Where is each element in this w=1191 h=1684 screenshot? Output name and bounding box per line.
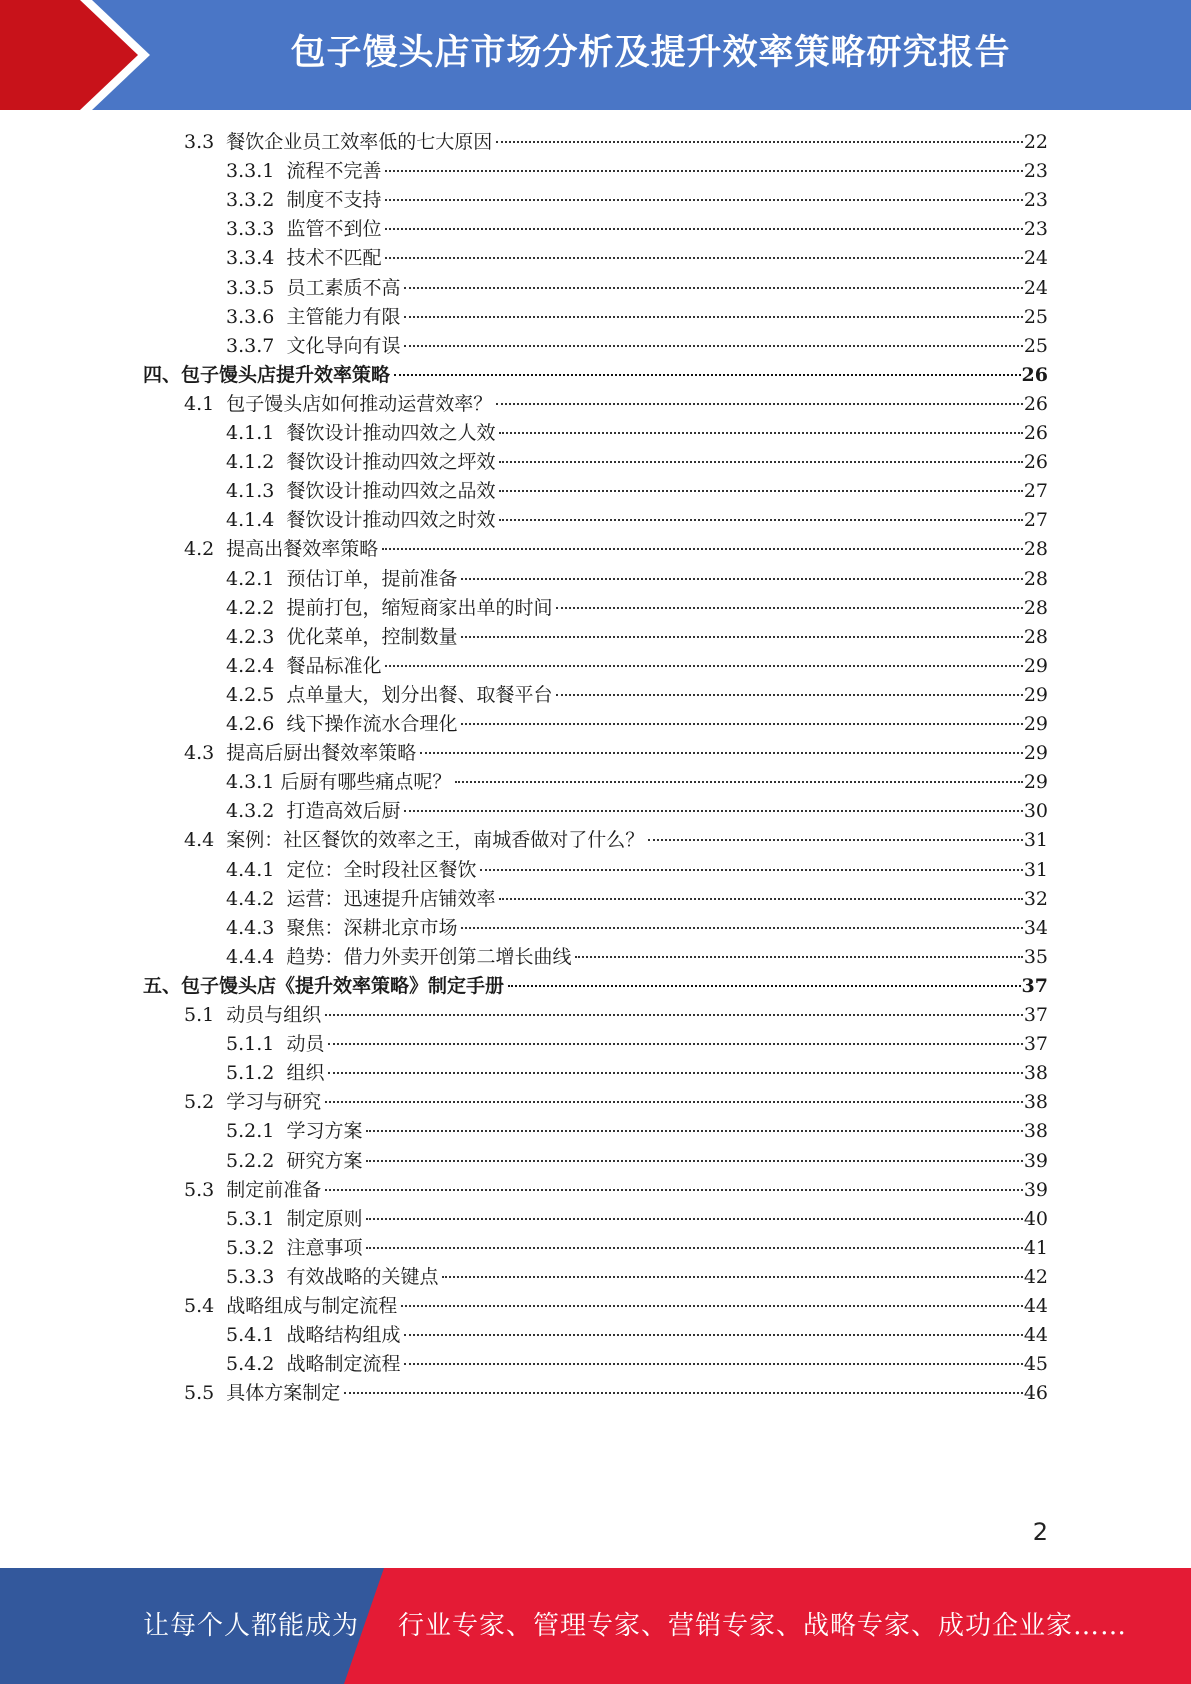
toc-entry-page: 44	[1023, 1295, 1048, 1317]
toc-entry-page: 23	[1023, 189, 1048, 212]
toc-dot-leader	[496, 403, 1023, 405]
toc-entry-number: 5.5	[184, 1382, 227, 1405]
toc-entry[interactable]	[184, 534, 1048, 565]
toc-entry[interactable]	[226, 243, 1048, 274]
toc-entry-title: 四、包子馒头店提升效率策略	[143, 363, 391, 386]
toc-entry-number: 5.4.1	[226, 1324, 287, 1347]
toc-entry[interactable]	[184, 1378, 1048, 1409]
toc-entry-title: 战略组成与制定流程	[226, 1295, 398, 1317]
toc-entry-title: 餐饮设计推动四效之坪效	[286, 451, 496, 474]
toc-entry-page: 28	[1023, 538, 1048, 561]
toc-entry-title: 注意事项	[286, 1236, 363, 1259]
toc-entry-page: 35	[1023, 945, 1048, 968]
toc-entry-page: 44	[1023, 1324, 1048, 1347]
toc-entry-number: 5.2	[184, 1091, 227, 1114]
toc-entry[interactable]	[184, 1000, 1048, 1031]
toc-entry[interactable]	[184, 127, 1048, 158]
toc-entry-page: 26	[1023, 392, 1048, 415]
toc-entry[interactable]	[226, 942, 1048, 973]
toc-entry-number: 4.4.3	[226, 916, 287, 939]
toc-entry-page: 37	[1023, 1004, 1048, 1026]
toc-entry[interactable]	[226, 1058, 1048, 1089]
toc-entry-page: 22	[1023, 131, 1048, 153]
toc-entry[interactable]	[226, 913, 1048, 944]
toc-entry[interactable]	[184, 389, 1048, 420]
header-chevron-arrow	[0, 0, 150, 110]
toc-entry-title: 动员	[286, 1033, 325, 1056]
toc-dot-leader	[404, 316, 1022, 318]
toc-entry-page: 26	[1021, 363, 1048, 386]
toc-dot-leader	[442, 1276, 1022, 1278]
toc-entry[interactable]	[226, 1349, 1048, 1380]
toc-dot-leader	[366, 1247, 1022, 1249]
toc-entry-number: 4.1.2	[226, 451, 287, 474]
toc-entry[interactable]	[226, 1233, 1048, 1264]
toc-entry-title: 技术不匹配	[286, 247, 382, 270]
toc-entry-number: 4.1.3	[226, 480, 287, 503]
toc-entry-page: 23	[1023, 160, 1048, 183]
toc-entry-number: 4.2.3	[226, 625, 287, 648]
toc-entry[interactable]	[184, 1175, 1048, 1206]
toc-entry[interactable]	[226, 1029, 1048, 1060]
toc-entry-title: 战略制定流程	[286, 1353, 401, 1376]
toc-dot-leader	[404, 1334, 1022, 1336]
toc-entry[interactable]	[226, 1262, 1048, 1293]
toc-entry-number: 4.4.4	[226, 945, 287, 968]
toc-dot-leader	[385, 199, 1022, 201]
toc-entry[interactable]	[226, 1146, 1048, 1177]
toc-entry-number: 5.3.2	[226, 1236, 287, 1259]
toc-entry[interactable]	[226, 767, 1048, 798]
toc-dot-leader	[420, 752, 1023, 754]
toc-entry-page: 26	[1023, 451, 1048, 474]
toc-entry[interactable]	[226, 796, 1048, 827]
toc-entry-title: 案例：社区餐饮的效率之王，南城香做对了什么？	[226, 829, 645, 852]
toc-entry[interactable]	[226, 447, 1048, 478]
toc-entry-page: 42	[1023, 1265, 1048, 1288]
toc-entry-page: 37	[1021, 974, 1048, 997]
toc-entry-number: 5.3.3	[226, 1265, 287, 1288]
toc-entry-page: 23	[1023, 218, 1048, 241]
toc-entry-number: 4.3.1	[226, 771, 281, 794]
toc-entry-number: 4.1.1	[226, 422, 287, 444]
toc-entry-page: 29	[1023, 771, 1048, 794]
toc-dot-leader	[461, 636, 1022, 638]
toc-entry[interactable]	[226, 273, 1048, 304]
toc-entry[interactable]	[226, 1320, 1048, 1351]
toc-entry-page: 29	[1023, 683, 1048, 706]
toc-entry-title: 后厨有哪些痛点呢？	[280, 771, 452, 794]
toc-entry-title: 战略结构组成	[286, 1324, 401, 1347]
toc-dot-leader	[344, 1392, 1023, 1394]
toc-dot-leader	[648, 839, 1023, 841]
toc-entry[interactable]	[226, 156, 1048, 187]
toc-entry-page: 32	[1023, 887, 1048, 910]
toc-entry-title: 组织	[286, 1062, 325, 1085]
toc-entry-number: 4.1	[184, 392, 227, 415]
toc-entry-title: 餐饮设计推动四效之人效	[286, 422, 496, 444]
toc-dot-leader	[382, 548, 1023, 550]
toc-entry-number: 4.2.4	[226, 654, 287, 677]
toc-entry-title: 包子馒头店如何推动运营效率？	[226, 392, 493, 415]
toc-entry-page: 34	[1023, 916, 1048, 939]
footer-slogan-right: 行业专家、管理专家、营销专家、战略专家、成功企业家……	[398, 1611, 1128, 1641]
toc-entry-page: 25	[1023, 305, 1048, 328]
toc-entry-page: 38	[1023, 1120, 1048, 1143]
toc-entry-number: 5.1.1	[226, 1033, 287, 1056]
toc-entry-page: 25	[1023, 334, 1048, 357]
toc-entry-number: 3.3.1	[226, 160, 287, 183]
toc-entry[interactable]	[184, 825, 1048, 856]
toc-entry-title: 线下操作流水合理化	[286, 713, 458, 735]
toc-entry-title: 主管能力有限	[286, 305, 401, 328]
toc-dot-leader	[455, 781, 1022, 783]
toc-entry-title: 五、包子馒头店《提升效率策略》制定手册	[143, 974, 505, 997]
toc-entry[interactable]	[226, 476, 1048, 507]
footer-slogan-left: 让每个人都能成为	[143, 1611, 360, 1641]
toc-dot-leader	[404, 287, 1022, 289]
toc-entry-page: 41	[1023, 1236, 1048, 1259]
toc-entry-title: 定位：全时段社区餐饮	[286, 858, 477, 881]
toc-entry-number: 5.4	[184, 1295, 227, 1317]
toc-dot-leader	[325, 1101, 1023, 1103]
toc-entry[interactable]	[226, 651, 1048, 682]
toc-entry-number: 5.1	[184, 1004, 227, 1026]
toc-entry-page: 29	[1023, 713, 1048, 735]
toc-entry[interactable]	[226, 505, 1048, 536]
toc-dot-leader	[496, 141, 1023, 143]
toc-entry-number: 3.3.3	[226, 218, 287, 241]
toc-dot-leader	[499, 898, 1022, 900]
toc-entry[interactable]	[226, 1204, 1048, 1235]
toc-entry-page: 40	[1023, 1207, 1048, 1230]
toc-dot-leader	[328, 1072, 1022, 1074]
toc-entry-title: 优化菜单，控制数量	[286, 625, 458, 648]
toc-entry-title: 预估订单，提前准备	[286, 567, 458, 590]
toc-entry-number: 5.4.2	[226, 1353, 287, 1376]
toc-entry-title: 动员与组织	[226, 1004, 322, 1026]
toc-entry[interactable]	[226, 680, 1048, 711]
toc-entry-number: 5.2.1	[226, 1120, 287, 1143]
toc-dot-leader	[556, 694, 1022, 696]
toc-entry-title: 餐饮设计推动四效之品效	[286, 480, 496, 503]
toc-entry-title: 运营：迅速提升店铺效率	[286, 887, 496, 910]
toc-entry-title: 打造高效后厨	[286, 800, 401, 823]
toc-dot-leader	[385, 257, 1022, 259]
toc-entry-title: 聚焦：深耕北京市场	[286, 916, 458, 939]
toc-entry-page: 31	[1023, 858, 1048, 881]
toc-entry-page: 28	[1023, 596, 1048, 619]
toc-entry-page: 28	[1023, 567, 1048, 590]
toc-entry-title: 有效战略的关键点	[286, 1265, 439, 1288]
toc-entry-number: 4.3	[184, 742, 227, 765]
toc-entry-number: 5.2.2	[226, 1149, 287, 1172]
toc-entry-title: 流程不完善	[286, 160, 382, 183]
toc-entry-page: 27	[1023, 509, 1048, 532]
toc-entry-page: 45	[1023, 1353, 1048, 1376]
toc-entry-title: 提高后厨出餐效率策略	[226, 742, 417, 765]
toc-entry-number: 4.2	[184, 538, 227, 561]
toc-entry[interactable]	[226, 214, 1048, 245]
toc-entry[interactable]	[226, 302, 1048, 333]
toc-entry-page: 30	[1023, 800, 1048, 823]
toc-entry[interactable]	[226, 185, 1048, 216]
toc-entry-title: 监管不到位	[286, 218, 382, 241]
toc-entry[interactable]	[226, 593, 1048, 624]
toc-entry-title: 餐品标准化	[286, 654, 382, 677]
toc-entry-number: 5.1.2	[226, 1062, 287, 1085]
toc-entry-page: 24	[1023, 247, 1048, 270]
toc-dot-leader	[385, 665, 1022, 667]
toc-entry[interactable]	[143, 360, 1048, 391]
toc-entry-page: 38	[1023, 1062, 1048, 1085]
toc-entry-number: 3.3	[184, 131, 227, 153]
toc-entry-page: 29	[1023, 742, 1048, 765]
toc-dot-leader	[499, 461, 1022, 463]
toc-entry-page: 39	[1023, 1149, 1048, 1172]
report-title: 包子馒头店市场分析及提升效率策略研究报告	[290, 33, 1011, 73]
toc-entry-number: 4.4	[184, 829, 227, 852]
toc-entry-number: 4.2.2	[226, 596, 287, 619]
toc-entry-page: 31	[1023, 829, 1048, 852]
toc-dot-leader	[385, 170, 1022, 172]
toc-entry[interactable]	[226, 884, 1048, 915]
toc-dot-leader	[461, 578, 1022, 580]
toc-entry-title: 点单量大，划分出餐、取餐平台	[286, 683, 553, 706]
toc-entry-title: 提前打包，缩短商家出单的时间	[286, 596, 553, 619]
toc-entry-title: 学习与研究	[226, 1091, 322, 1114]
toc-dot-leader	[404, 810, 1022, 812]
toc-entry[interactable]	[226, 1116, 1048, 1147]
toc-entry-title: 文化导向有误	[286, 334, 401, 357]
page-header	[0, 0, 1191, 110]
toc-entry-number: 3.3.5	[226, 276, 287, 299]
toc-entry-number: 3.3.6	[226, 305, 287, 328]
toc-entry[interactable]	[184, 738, 1048, 769]
toc-entry[interactable]	[226, 709, 1048, 740]
toc-entry-page: 27	[1023, 480, 1048, 503]
toc-dot-leader	[385, 228, 1022, 230]
toc-entry-title: 制定原则	[286, 1207, 363, 1230]
toc-dot-leader	[328, 1043, 1022, 1045]
toc-entry-page: 29	[1023, 654, 1048, 677]
toc-dot-leader	[366, 1160, 1022, 1162]
toc-dot-leader	[404, 1363, 1022, 1365]
toc-entry-page: 24	[1023, 276, 1048, 299]
toc-entry-number: 3.3.4	[226, 247, 287, 270]
toc-entry-page: 26	[1023, 422, 1048, 444]
toc-entry[interactable]	[226, 418, 1048, 449]
toc-dot-leader	[508, 985, 1021, 987]
toc-entry[interactable]	[226, 622, 1048, 653]
toc-entry-page: 38	[1023, 1091, 1048, 1114]
toc-dot-leader	[461, 723, 1022, 725]
toc-dot-leader	[394, 374, 1021, 376]
toc-entry[interactable]	[184, 1291, 1048, 1322]
toc-dot-leader	[401, 1305, 1023, 1307]
toc-entry[interactable]	[143, 971, 1048, 1002]
toc-entry-number: 4.1.4	[226, 509, 287, 532]
toc-entry-title: 趋势：借力外卖开创第二增长曲线	[286, 945, 572, 968]
toc-entry[interactable]	[226, 331, 1048, 362]
toc-dot-leader	[556, 607, 1022, 609]
toc-entry-title: 制定前准备	[226, 1178, 322, 1201]
toc-dot-leader	[325, 1014, 1023, 1016]
toc-dot-leader	[499, 490, 1022, 492]
page-footer	[0, 1568, 1191, 1684]
toc-entry-title: 制度不支持	[286, 189, 382, 212]
toc-entry-title: 具体方案制定	[226, 1382, 341, 1405]
toc-entry-number: 5.3	[184, 1178, 227, 1201]
toc-dot-leader	[499, 432, 1022, 434]
toc-entry-number: 4.2.5	[226, 683, 287, 706]
toc-entry-number: 4.4.2	[226, 887, 287, 910]
toc-entry-number: 3.3.7	[226, 334, 287, 357]
toc-dot-leader	[461, 927, 1022, 929]
page-number: 2	[1032, 1518, 1048, 1546]
toc-dot-leader	[575, 956, 1022, 958]
toc-dot-leader	[366, 1218, 1022, 1220]
toc-dot-leader	[366, 1130, 1022, 1132]
toc-entry-title: 学习方案	[286, 1120, 363, 1143]
toc-entry[interactable]	[184, 1087, 1048, 1118]
toc-entry-number: 4.2.6	[226, 713, 287, 735]
toc-entry-number: 4.2.1	[226, 567, 287, 590]
toc-entry-number: 5.3.1	[226, 1207, 287, 1230]
toc-entry-title: 提高出餐效率策略	[226, 538, 379, 561]
toc-dot-leader	[499, 519, 1022, 521]
toc-entry-title: 餐饮企业员工效率低的七大原因	[226, 131, 493, 153]
toc-dot-leader	[325, 1189, 1023, 1191]
toc-entry-title: 餐饮设计推动四效之时效	[286, 509, 496, 532]
toc-entry-number: 3.3.2	[226, 189, 287, 212]
toc-dot-leader	[404, 345, 1022, 347]
toc-entry-number: 4.3.2	[226, 800, 287, 823]
toc-entry[interactable]	[226, 855, 1048, 886]
toc-entry-page: 46	[1023, 1382, 1048, 1405]
toc-entry-number: 4.4.1	[226, 858, 287, 881]
toc-entry-page: 37	[1023, 1033, 1048, 1056]
toc-dot-leader	[480, 869, 1022, 871]
toc-entry[interactable]	[226, 564, 1048, 595]
toc-entry-title: 研究方案	[286, 1149, 363, 1172]
toc-entry-page: 28	[1023, 625, 1048, 648]
toc-entry-page: 39	[1023, 1178, 1048, 1201]
toc-entry-title: 员工素质不高	[286, 276, 401, 299]
